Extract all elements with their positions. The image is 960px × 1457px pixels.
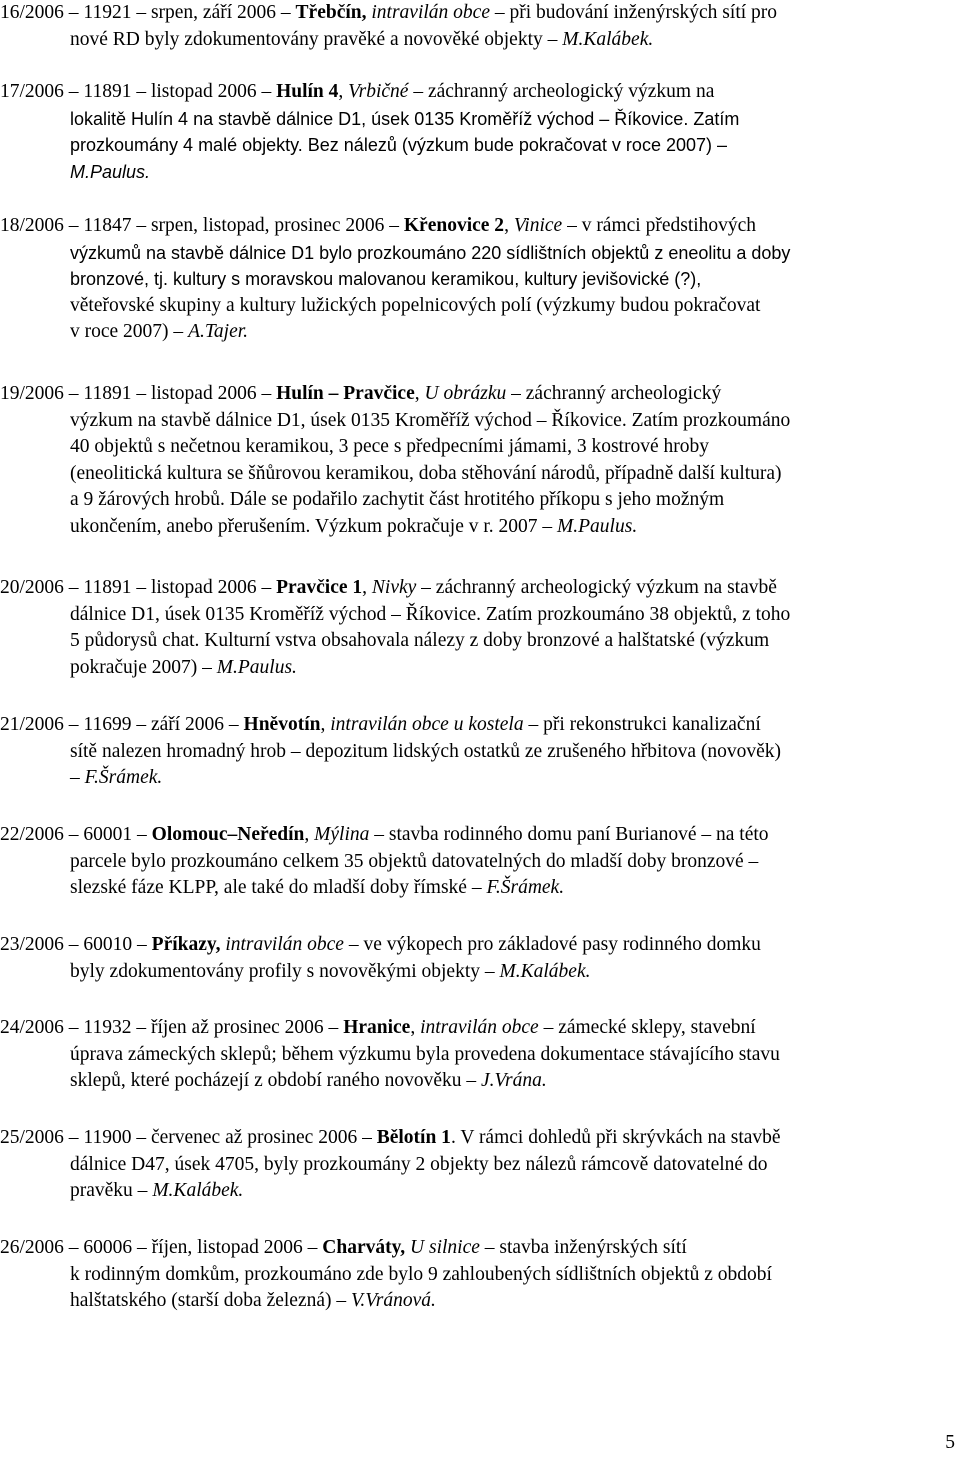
entry-line — [0, 655, 955, 682]
entry-text: 26/2006 – 60006 – říjen, listopad 2006 – — [0, 1237, 323, 1258]
report-entry — [0, 1015, 955, 1095]
entry-text: – — [70, 767, 85, 788]
report-entry — [0, 79, 955, 185]
italic-text: M.Paulus. — [70, 161, 151, 182]
entry-text: – stavba inženýrských sítí — [479, 1237, 687, 1258]
report-entry — [0, 932, 955, 985]
site-name: Hranice — [343, 1017, 411, 1038]
entry-text: 21/2006 – 11699 – září 2006 – — [0, 714, 244, 735]
entry-line — [0, 1152, 955, 1179]
italic-text: M.Kalábek. — [562, 28, 654, 50]
page-number: 5 — [945, 1432, 955, 1453]
entry-line — [0, 79, 955, 106]
entry-line — [0, 1068, 955, 1095]
entry-text: , — [410, 1017, 421, 1038]
entry-text: prozkoumány 4 malé objekty. Bez nálezů (výzkum bude pokračovat v roce 2007) – — [70, 135, 727, 155]
entry-text: – záchranný archeologický — [506, 383, 722, 404]
site-name: Příkazy, — [151, 934, 221, 955]
entry-text: lokalitě Hulín 4 na stavbě dálnice D1, úsek 0135 Kroměříž východ – Říkovice. Zatím — [70, 108, 740, 129]
entry-text: 5 půdorysů chat. Kulturní vstva obsahovala nálezy z doby bronzové a halštatské (výzkum — [70, 630, 770, 651]
site-name: Třebčín, — [295, 2, 367, 23]
entry-text: 25/2006 – 11900 – červenec až prosinec 2006 – — [0, 1127, 377, 1148]
entry-text: k rodinným domkům, prozkoumáno zde bylo 9 zahloubených sídlištních objektů z období — [70, 1263, 772, 1285]
entry-text: , — [414, 383, 425, 404]
entry-text: byly zdokumentovány profily s novověkými objekty – — [70, 960, 500, 982]
entry-text: – stavba rodinného domu paní Burianové – na této — [369, 824, 769, 845]
italic-text: intravilán obce — [420, 1017, 539, 1038]
site-name: Charváty, — [322, 1237, 406, 1258]
entry-text: – záchranný archeologický výzkum na — [408, 81, 715, 102]
entry-text: , — [304, 824, 315, 845]
entry-line — [0, 712, 955, 739]
site-name: Hulín – Pravčice — [276, 383, 415, 404]
entry-text: – záchranný archeologický výzkum na stavbě — [416, 577, 777, 598]
entry-text: pravěku – — [70, 1180, 153, 1201]
italic-text: M.Paulus. — [557, 515, 638, 537]
entry-line — [0, 932, 955, 959]
entry-line — [0, 1262, 955, 1289]
italic-text: J.Vrána. — [481, 1070, 547, 1091]
entry-text: výzkum na stavbě dálnice D1, úsek 0135 Kroměříž východ – Říkovice. Zatím prozkoumáno — [70, 409, 791, 431]
site-name: Olomouc–Neředín — [151, 824, 305, 845]
entry-text: dálnice D47, úsek 4705, byly prozkoumány 2 objekty bez nálezů rámcově datovatelné do — [70, 1153, 768, 1175]
entry-line — [0, 1178, 955, 1205]
italic-text: Vinice — [513, 215, 563, 236]
entry-text: 18/2006 – 11847 – srpen, listopad, prosinec 2006 – — [0, 215, 404, 236]
entry-text: bronzové, tj. kultury s moravskou malovanou keramikou, kultury jevišovické (?), — [70, 269, 702, 289]
italic-text: F.Šrámek. — [486, 877, 565, 898]
entry-line — [0, 487, 955, 514]
entry-line — [0, 959, 955, 986]
entry-text: 16/2006 – 11921 – srpen, září 2006 – — [0, 2, 296, 23]
site-name: Hulín 4 — [276, 81, 339, 102]
site-name: Pravčice 1 — [276, 577, 363, 598]
italic-text: M.Kalábek. — [152, 1180, 244, 1201]
italic-text: intravilán obce — [371, 2, 490, 23]
entry-text: . V rámci dohledů při skrývkách na stavbě — [450, 1127, 781, 1148]
entry-line — [0, 1125, 955, 1152]
report-entry — [0, 712, 955, 792]
entry-text: – ve výkopech pro základové pasy rodinného domku — [343, 934, 761, 955]
italic-text: Mýlina — [314, 824, 370, 845]
italic-text: U silnice — [410, 1237, 480, 1258]
italic-text: Vrbičné — [348, 81, 409, 102]
entry-text: 20/2006 – 11891 – listopad 2006 – — [0, 577, 277, 598]
entry-text: věteřovské skupiny a kultury lužických popelnicových polí (výzkumy budou pokračovat — [70, 294, 761, 316]
entry-text: 19/2006 – 11891 – listopad 2006 – — [0, 383, 277, 404]
entry-line — [0, 575, 955, 602]
entry-text: 22/2006 – 60001 – — [0, 824, 152, 845]
entry-line — [0, 408, 955, 435]
entry-text: – při rekonstrukci kanalizační — [523, 714, 761, 735]
entry-line — [0, 765, 955, 792]
site-name: Bělotín 1 — [376, 1127, 451, 1148]
entry-line — [0, 739, 955, 766]
entry-line — [0, 27, 955, 54]
italic-text: M.Paulus. — [216, 656, 297, 678]
entry-line — [0, 602, 955, 629]
entry-line — [0, 849, 955, 876]
report-entry — [0, 0, 955, 53]
entry-line — [0, 213, 955, 240]
entry-line — [0, 240, 955, 267]
report-entry — [0, 822, 955, 902]
entry-line — [0, 293, 955, 320]
entry-text: , — [504, 215, 514, 236]
entry-text: – při budování inženýrských sítí pro — [489, 2, 778, 23]
entry-text: halštatského (starší doba železná) – — [70, 1290, 352, 1311]
entry-text: parcele bylo prozkoumáno celkem 35 objektů datovatelných do mladší doby bronzové – — [70, 850, 759, 872]
entry-line — [0, 319, 955, 346]
entry-text: , — [362, 577, 372, 598]
italic-text: intravilán obce u kostela — [330, 714, 524, 735]
entry-text: 24/2006 – 11932 – říjen až prosinec 2006 – — [0, 1017, 344, 1038]
report-entry — [0, 1235, 955, 1315]
entry-line — [0, 0, 955, 27]
entry-text: dálnice D1, úsek 0135 Kroměříž východ – Říkovice. Zatím prozkoumáno 38 objektů, z toho — [70, 603, 791, 625]
entry-text: ukončením, anebo přerušením. Výzkum pokračuje v r. 2007 – — [70, 515, 558, 537]
italic-text: Nivky — [371, 577, 417, 598]
entry-line — [0, 822, 955, 849]
entry-line — [0, 106, 955, 133]
italic-text: A.Tajer. — [188, 321, 249, 342]
italic-text: F.Šrámek. — [84, 767, 163, 788]
report-entry — [0, 575, 955, 681]
entry-text: sítě nalezen hromadný hrob – depozitum lidských ostatků ze zrušeného hřbitova (novověk) — [70, 740, 782, 762]
italic-text: M.Kalábek. — [499, 960, 591, 982]
entry-text: – zámecké sklepy, stavební — [538, 1017, 756, 1038]
entry-line — [0, 628, 955, 655]
entry-line — [0, 1288, 955, 1315]
entry-text: nové RD byly zdokumentovány pravěké a novověké objekty – — [70, 28, 563, 50]
entry-line — [0, 1015, 955, 1042]
entry-text: pokračuje 2007) – — [70, 656, 217, 678]
italic-text: U obrázku — [424, 383, 507, 404]
entry-text: (eneolitická kultura se šňůrovou keramikou, doba stěhování národů, případně další kultura) — [70, 462, 782, 484]
entry-text: – v rámci předstihových — [562, 215, 757, 236]
entry-line — [0, 1235, 955, 1262]
entry-text: 40 objektů s nečetnou keramikou, 3 pece s předpecními jámami, 3 kostrové hroby — [70, 436, 709, 457]
entry-text: výzkumů na stavbě dálnice D1 bylo prozkoumáno 220 sídlištních objektů z eneolitu a doby — [70, 242, 791, 263]
report-entry — [0, 1125, 955, 1205]
entry-line — [0, 461, 955, 488]
entry-text: sklepů, které pocházejí z období raného novověku – — [70, 1070, 481, 1091]
entry-line — [0, 1042, 955, 1069]
entry-text: a 9 žárových hrobů. Dále se podařilo zachytit část hrotitého příkopu s jeho možným — [70, 489, 725, 510]
entry-text: úprava zámeckých sklepů; během výzkumu byla provedena dokumentace stávajícího stavu — [70, 1043, 780, 1065]
entry-text: , — [338, 81, 349, 102]
entry-line — [0, 159, 955, 186]
report-entry — [0, 381, 955, 540]
entry-line — [0, 875, 955, 902]
site-name: Křenovice 2 — [403, 215, 505, 236]
entry-text: 23/2006 – 60010 – — [0, 934, 152, 955]
site-name: Hněvotín — [243, 714, 321, 735]
entry-text: slezské fáze KLPP, ale také do mladší doby římské – — [70, 877, 487, 898]
entry-line — [0, 381, 955, 408]
entry-text: 17/2006 – 11891 – listopad 2006 – — [0, 81, 277, 102]
report-entry — [0, 213, 955, 346]
italic-text: intravilán obce — [225, 934, 344, 955]
italic-text: V.Vránová. — [351, 1290, 436, 1311]
entry-line — [0, 434, 955, 461]
entry-line — [0, 514, 955, 541]
entry-text: , — [320, 714, 331, 735]
entry-line — [0, 132, 955, 159]
entry-text: v roce 2007) – — [70, 321, 189, 342]
entry-line — [0, 266, 955, 293]
